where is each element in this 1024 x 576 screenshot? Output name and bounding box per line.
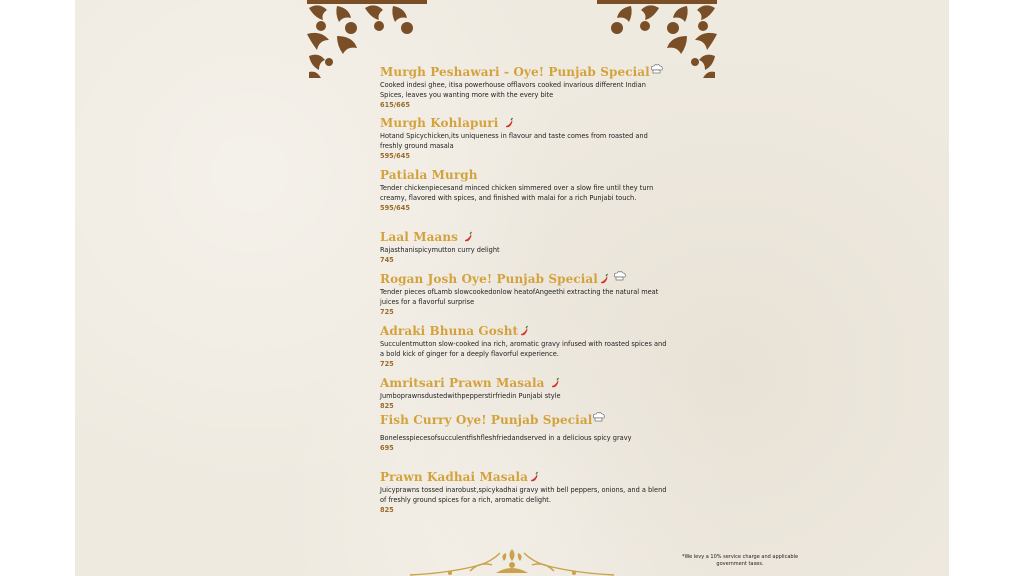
menu-item — [380, 271, 670, 317]
menu-item — [380, 376, 670, 411]
chili-icon — [549, 377, 560, 388]
menu-item — [380, 324, 670, 369]
menu-page — [75, 0, 949, 576]
chili-icon — [462, 231, 473, 242]
dish-price: 615/665 — [380, 101, 410, 109]
dish-price: 725 — [380, 308, 394, 316]
dish-description: Tender pieces ofLamb slowcookedonlow heatofAngeethi extracting the natural meat juices for a flavorful surprise — [380, 288, 659, 306]
menu-item — [380, 412, 670, 453]
dish-price: 695 — [380, 444, 394, 452]
dish-price: 825 — [380, 506, 394, 514]
dish-price: 595/645 — [380, 152, 410, 160]
service-charge-note: *We levy a 10% service charge and applicable government taxes. — [681, 554, 799, 567]
menu-item — [380, 470, 670, 515]
dish-name: Fish Curry Oye! Punjab Special — [380, 413, 593, 427]
dish-name-row — [380, 412, 670, 427]
dish-name-row — [380, 64, 670, 79]
dish-name-row — [380, 168, 670, 182]
dish-name: Prawn Kadhai Masala — [380, 470, 529, 484]
chili-icon — [518, 325, 529, 336]
chef-hat-icon — [613, 271, 626, 281]
chef-hat-icon — [592, 412, 605, 422]
dish-name: Adraki Bhuna Gosht — [380, 324, 519, 338]
dish-description: Juicyprawns tossed inarobust,spicykadhai gravy with bell peppers, onions, and a blend of freshly ground spices for a rich, aromatic delight. — [380, 486, 667, 504]
dish-name-row — [380, 324, 670, 338]
dish-description: Succulentmutton slow-cooked ina rich, aromatic gravy infused with roasted spices and a bold kick of ginger for a deeply flavorful experience. — [380, 340, 667, 358]
dish-description: Hotand Spicychicken,its uniqueness in flavour and taste comes from roasted and freshly ground masala — [380, 132, 648, 150]
bottom-ornament — [410, 547, 614, 576]
dish-price: 595/645 — [380, 204, 410, 212]
dish-price: 745 — [380, 256, 394, 264]
menu-item — [380, 64, 670, 110]
chili-icon — [598, 273, 609, 284]
dish-price: 825 — [380, 402, 394, 410]
menu-item — [380, 168, 670, 213]
dish-description: Jumboprawnsdustedwithpepperstirfriedin Punjabi style — [380, 392, 561, 400]
dish-description: Cooked indesi ghee, itisa powerhouse offlavors cooked invarious different Indian Spices, leaves you wanting more with the every bite — [380, 81, 646, 99]
dish-name: Patiala Murgh — [380, 168, 478, 182]
dish-name: Amritsari Prawn Masala — [380, 376, 545, 390]
dish-description: Bonelesspiecesofsucculentfishfleshfriedandserved in a delicious spicy gravy — [380, 434, 632, 442]
chef-hat-icon — [650, 64, 663, 74]
dish-name-row — [380, 116, 670, 130]
dish-description: Tender chickenpiecesand minced chicken simmered over a slow fire until they turn creamy, flavored with spices, and finished with malai for a rich Punjabi touch. — [380, 184, 654, 202]
dish-name-row — [380, 470, 670, 484]
dish-name: Murgh Peshawari - Oye! Punjab Special — [380, 65, 650, 79]
dish-description: Rajasthanispicymutton curry delight — [380, 246, 500, 254]
menu-item — [380, 116, 670, 161]
dish-name-row — [380, 271, 670, 286]
chili-icon — [503, 117, 514, 128]
dish-price: 725 — [380, 360, 394, 368]
chili-icon — [528, 471, 539, 482]
menu-item — [380, 230, 670, 265]
dish-name: Murgh Kohlapuri — [380, 116, 499, 130]
dish-name: Laal Maans — [380, 230, 459, 244]
dish-name-row — [380, 230, 670, 244]
dish-name-row — [380, 376, 670, 390]
dish-name: Rogan Josh Oye! Punjab Special — [380, 272, 598, 286]
